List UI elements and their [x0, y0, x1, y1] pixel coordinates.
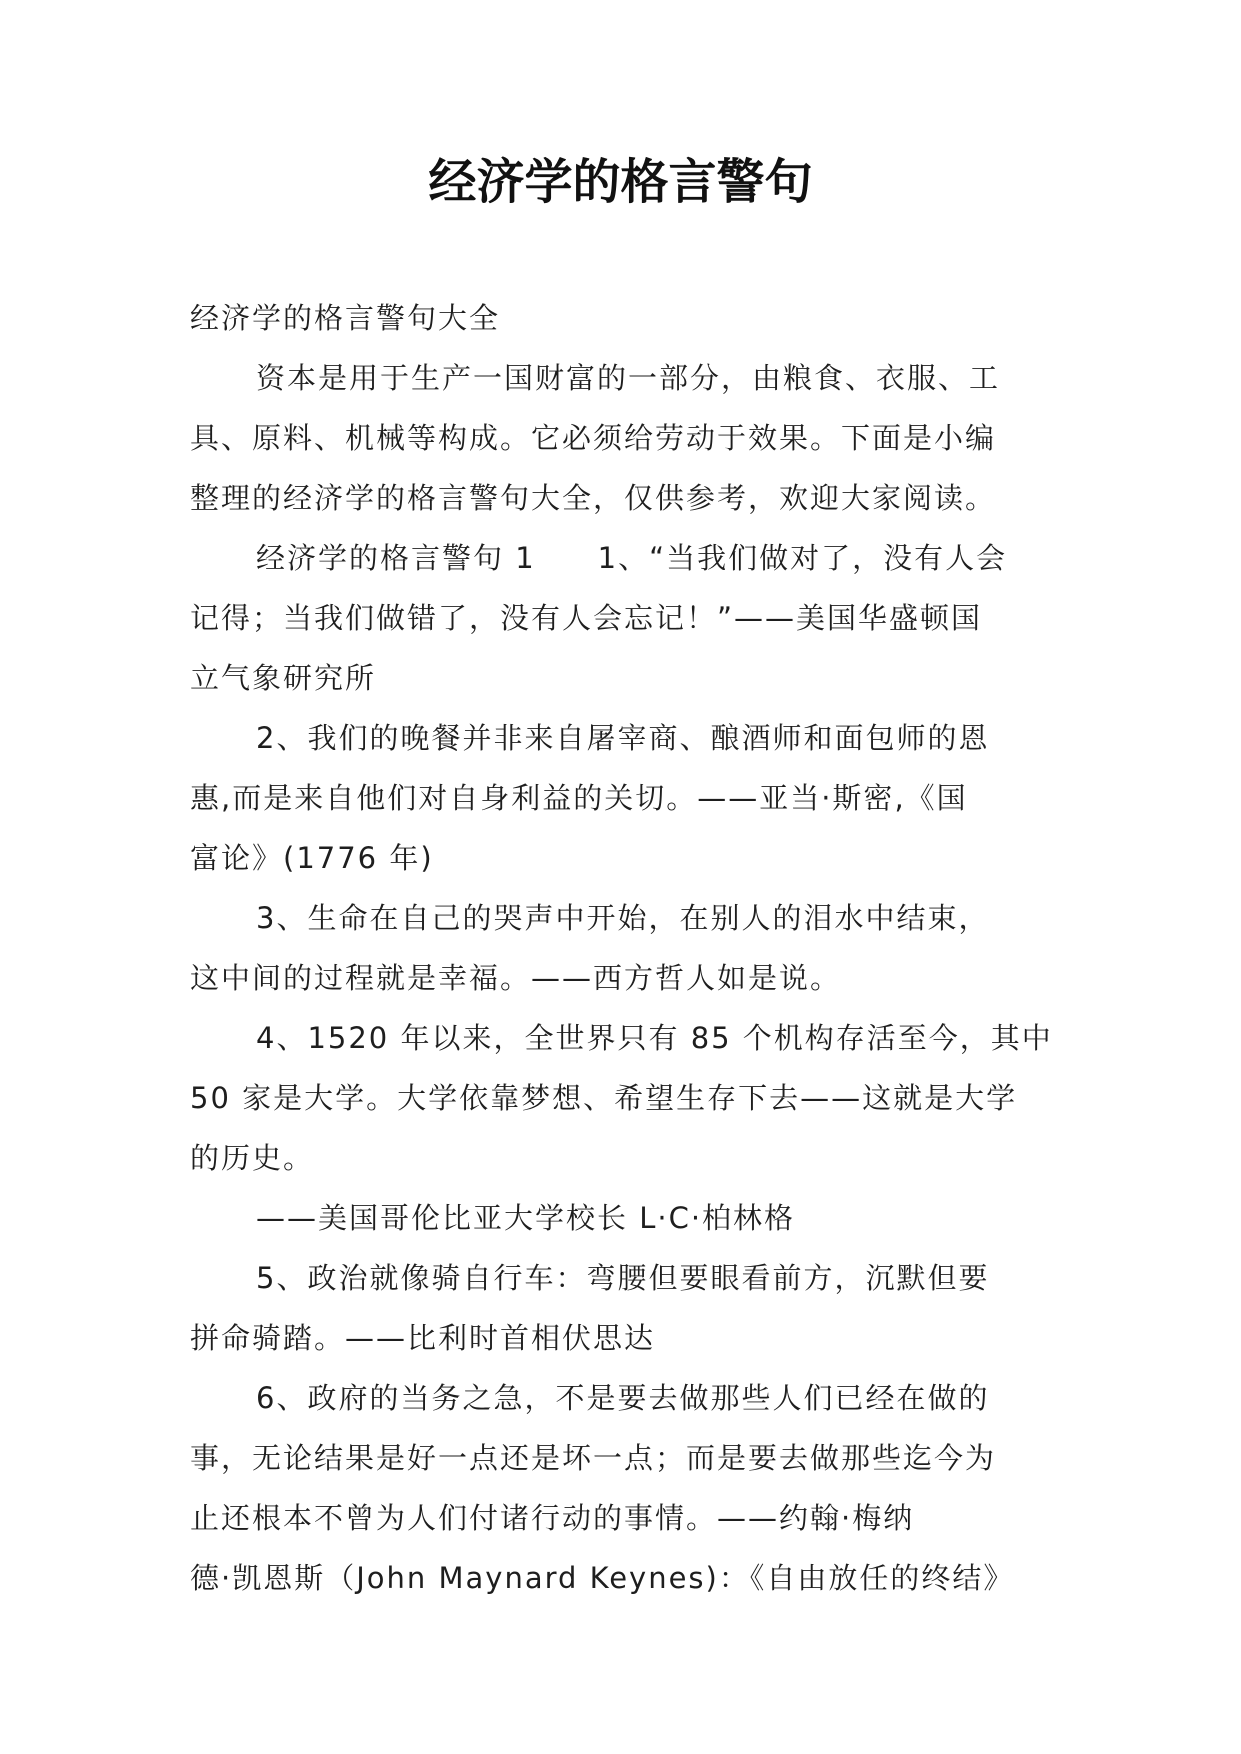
text-line: 6、政府的当务之急，不是要去做那些人们已经在做的 [256, 1381, 990, 1415]
text-line: 记得；当我们做错了，没有人会忘记！”——美国华盛顿国 [190, 601, 983, 635]
text-line: 德·凯恩斯（John Maynard Keynes)：《自由放任的终结》 [190, 1561, 1015, 1595]
text-line: 具、原料、机械等构成。它必须给劳动于效果。下面是小编 [190, 421, 997, 455]
text-line: 的历史。 [190, 1141, 315, 1175]
text-line: 2、我们的晚餐并非来自屠宰商、酿酒师和面包师的恩 [256, 721, 990, 755]
text-line: 惠,而是来自他们对自身利益的关切。——亚当·斯密,《国 [190, 781, 968, 815]
text-line: 经济学的格言警句 1 1、“当我们做对了，没有人会 [256, 541, 1008, 575]
document-body [190, 288, 1070, 1608]
text-line: 富论》(1776 年) [190, 841, 434, 875]
text-line: 资本是用于生产一国财富的一部分，由粮食、衣服、工 [256, 361, 1001, 395]
text-line: 这中间的过程就是幸福。——西方哲人如是说。 [190, 961, 842, 995]
heading-line: 经济学的格言警句大全 [190, 301, 501, 335]
text-line: 立气象研究所 [190, 661, 377, 695]
text-line: 事，无论结果是好一点还是坏一点；而是要去做那些迄今为 [190, 1441, 997, 1475]
text-line: 整理的经济学的格言警句大全，仅供参考，欢迎大家阅读。 [190, 481, 997, 515]
text-line: 50 家是大学。大学依靠梦想、希望生存下去——这就是大学 [190, 1081, 1018, 1115]
text-line: ——美国哥伦比亚大学校长 L·C·柏林格 [256, 1201, 796, 1235]
text-line: 5、政治就像骑自行车：弯腰但要眼看前方，沉默但要 [256, 1261, 990, 1295]
text-line: 止还根本不曾为人们付诸行动的事情。——约翰·梅纳 [190, 1501, 915, 1535]
text-line: 3、生命在自己的哭声中开始，在别人的泪水中结束， [256, 901, 990, 935]
text-line: 拼命骑踏。——比利时首相伏思达 [190, 1321, 656, 1355]
page-title: 经济学的格言警句 [428, 154, 813, 210]
text-line: 4、1520 年以来，全世界只有 85 个机构存活至今，其中 [256, 1021, 1053, 1055]
